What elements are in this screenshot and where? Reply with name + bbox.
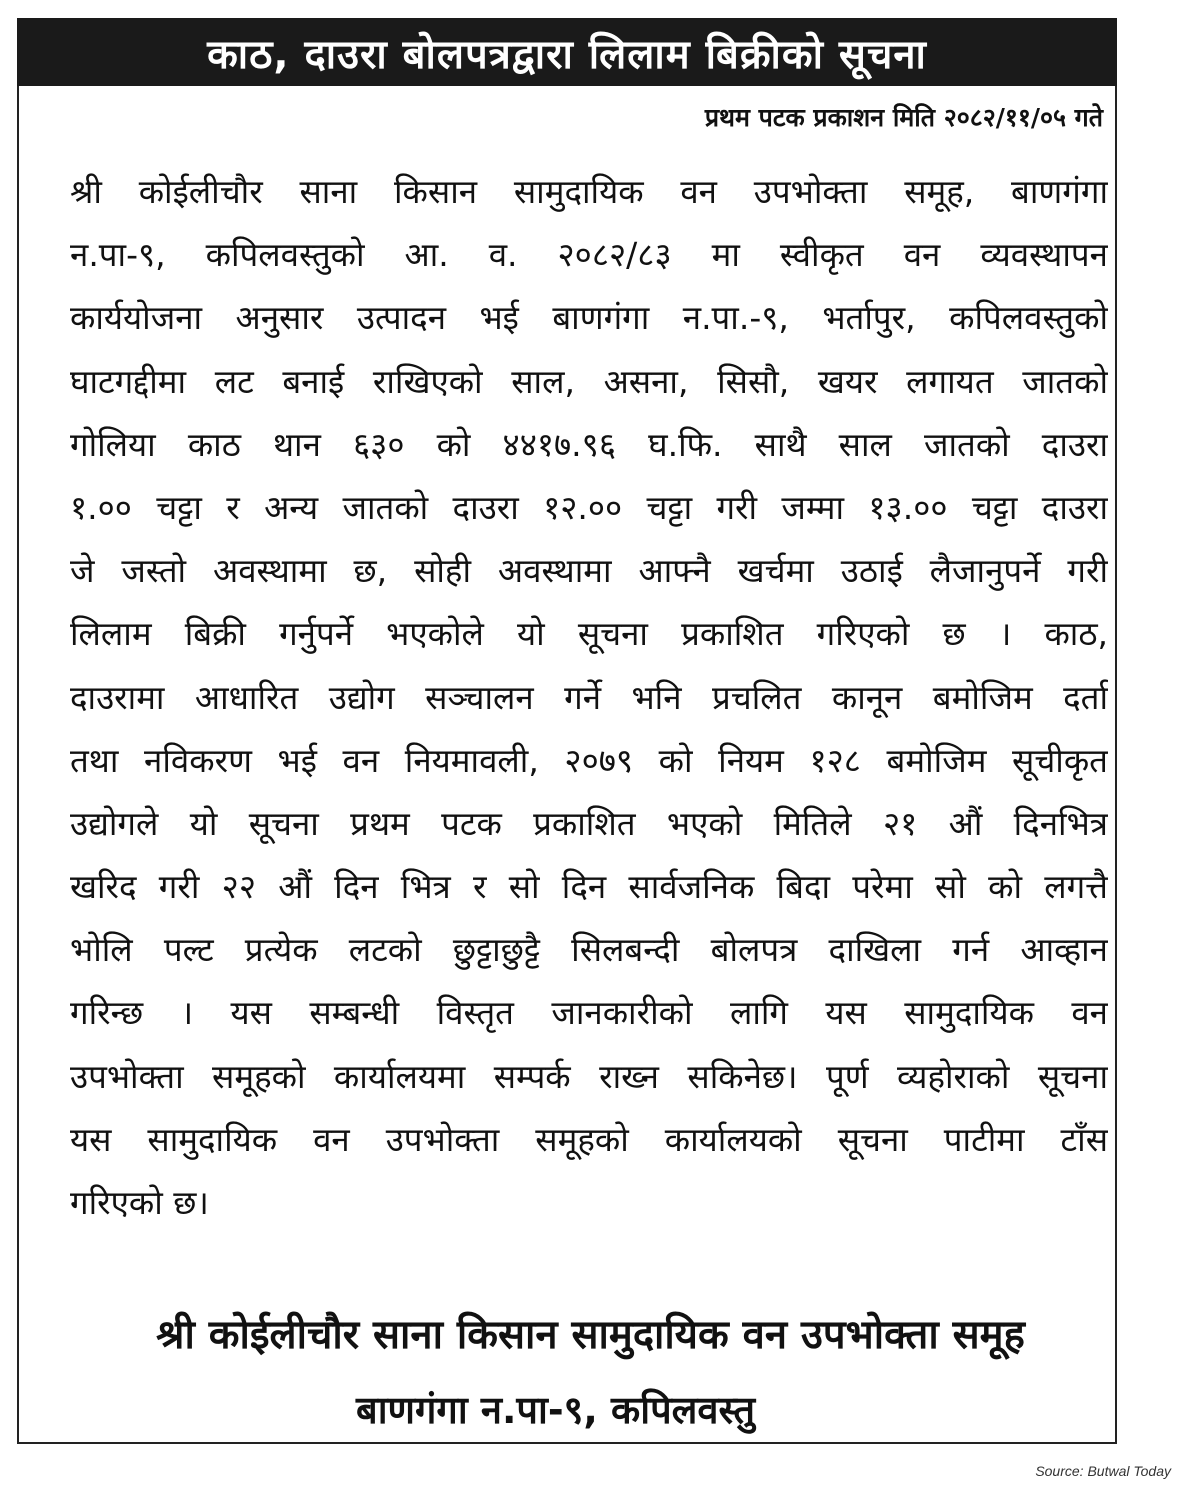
body-line: जे जस्तो अवस्थामा छ, सोही अवस्थामा आफ्नै खर्चमा उठाई लैजानुपर्ने गरी xyxy=(70,551,1108,591)
signature-address-text: बाणगंगा न.पा-९, कपिलवस्तु xyxy=(356,1388,755,1432)
body-line: १.०० चट्टा र अन्य जातको दाउरा १२.०० चट्टा गरी जम्मा १३.०० चट्टा दाउरा xyxy=(70,487,1108,527)
body-line: भोलि पल्ट प्रत्येक लटको छुट्टाछुट्टै सिलबन्दी बोलपत्र दाखिला गर्न आव्हान xyxy=(70,930,1108,970)
signature-organization-text: श्री कोईलीचौर साना किसान सामुदायिक वन उपभोक्ता समूह xyxy=(156,1312,1025,1358)
body-line: घाटगद्दीमा लट बनाई राखिएको साल, असना, सिसौ, खयर लगायत जातको xyxy=(70,361,1108,401)
signature-organization xyxy=(0,1305,1181,1360)
body-line: उद्योगले यो सूचना प्रथम पटक प्रकाशित भएको मितिले २१ औं दिनभित्र xyxy=(70,803,1108,843)
body-line: श्री कोईलीचौर साना किसान सामुदायिक वन उपभोक्ता समूह, बाणगंगा xyxy=(70,172,1108,211)
body-line: दाउरामा आधारित उद्योग सञ्चालन गर्ने भनि प्रचलित कानून बमोजिम दर्ता xyxy=(70,677,1108,717)
body-line: खरिद गरी २२ औं दिन भित्र र सो दिन सार्वजनिक बिदा परेमा सो को लगत्तै xyxy=(70,867,1108,907)
body-line: उपभोक्ता समूहको कार्यालयमा सम्पर्क राख्न सकिनेछ। पूर्ण व्यहोराको सूचना xyxy=(70,1056,1108,1096)
body-line: कार्ययोजना अनुसार उत्पादन भई बाणगंगा न.पा.-९, भर्तापुर, कपिलवस्तुको xyxy=(70,298,1108,338)
notice-title-text: काठ, दाउरा बोलपत्रद्वारा लिलाम बिक्रीको सूचना xyxy=(207,31,927,78)
body-line: गरिन्छ । यस सम्बन्धी विस्तृत जानकारीको लागि यस सामुदायिक वन xyxy=(70,993,1108,1033)
body-line: यस सामुदायिक वन उपभोक्ता समूहको कार्यालयको सूचना पाटीमा टाँस xyxy=(70,1119,1108,1159)
source-credit: Source: Butwal Today xyxy=(1035,1463,1171,1479)
notice-title xyxy=(17,18,1117,86)
body-line: गरिएको छ। xyxy=(70,1183,209,1222)
body-line: न.पा-९, कपिलवस्तुको आ. व. २०८२/८३ मा स्वीकृत वन व्यवस्थापन xyxy=(70,235,1108,275)
body-line: लिलाम बिक्री गर्नुपर्ने भएकोले यो सूचना प्रकाशित गरिएको छ । काठ, xyxy=(70,614,1108,654)
body-line: तथा नविकरण भई वन नियमावली, २०७९ को नियम १२८ बमोजिम सूचीकृत xyxy=(70,740,1108,780)
signature-address xyxy=(0,1383,1111,1435)
body-line: गोलिया काठ थान ६३० को ४४१७.९६ घ.फि. साथै साल जातको दाउरा xyxy=(70,424,1108,464)
notice-body xyxy=(70,160,1108,1234)
publication-date: प्रथम पटक प्रकाशन मिति २०८२/११/०५ गते xyxy=(704,103,1103,132)
